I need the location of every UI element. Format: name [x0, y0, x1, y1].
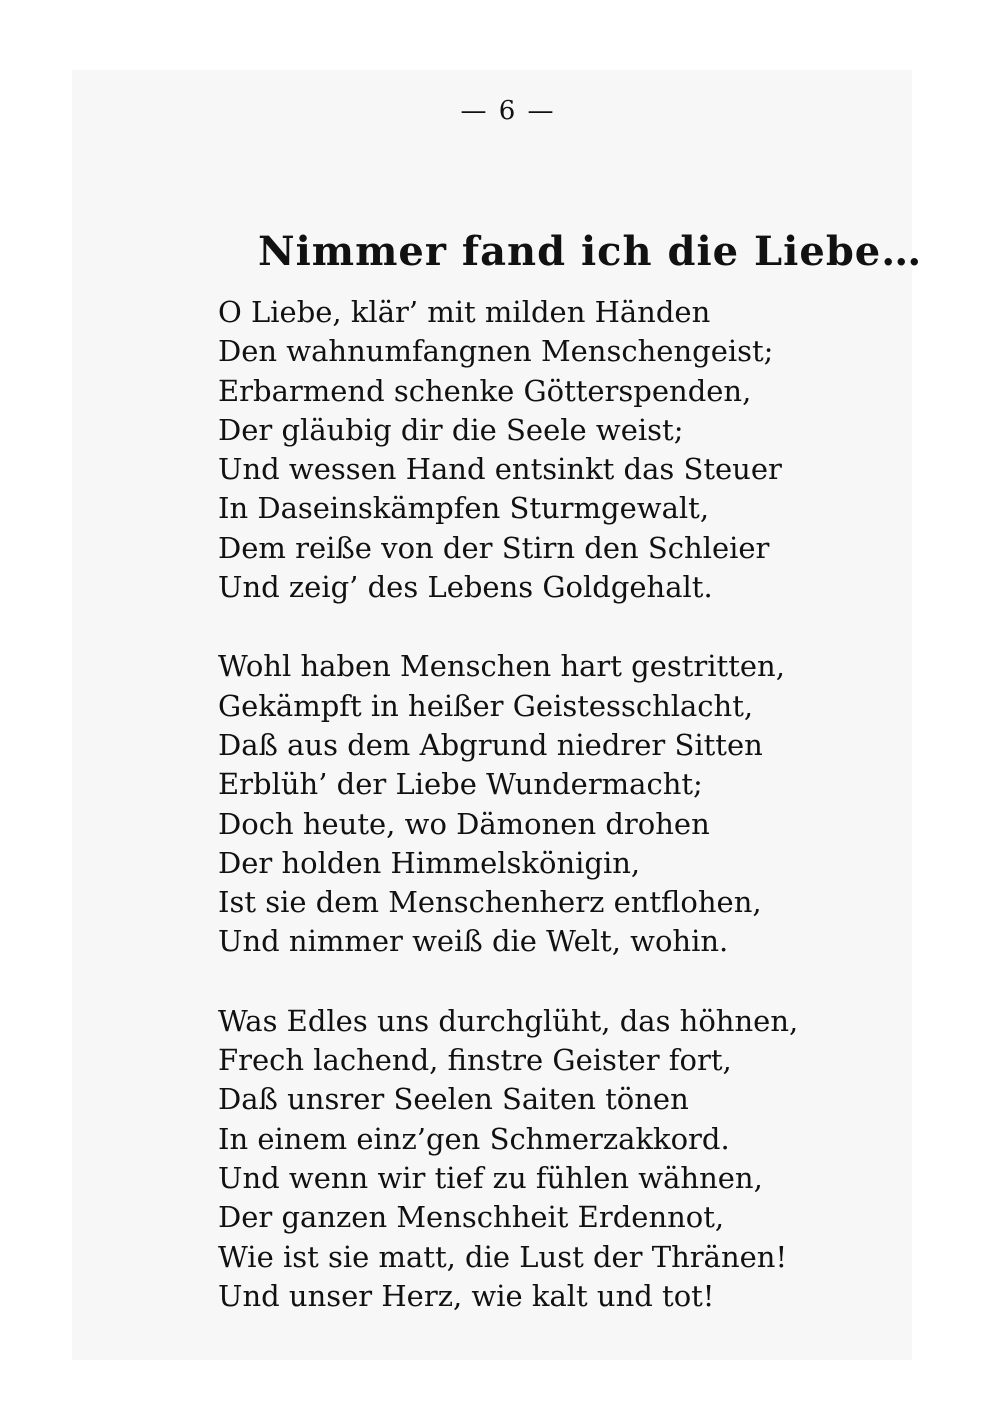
- stanza-3: [218, 1002, 818, 1316]
- poem-line: Und nimmer weiß die Welt, wohin.: [218, 924, 729, 959]
- poem-line: Daß aus dem Abgrund niedrer Sitten: [218, 727, 763, 762]
- poem-line: Den wahnumfangnen Menschengeist;: [218, 334, 774, 369]
- poem-line: Daß unsrer Seelen Saiten tönen: [218, 1082, 689, 1117]
- poem-body: [218, 293, 818, 1356]
- page-number: — 6 —: [460, 96, 556, 126]
- poem-line: Ist sie dem Menschenherz entflohen,: [218, 885, 762, 920]
- poem-line: Frech lachend, finstre Geister fort,: [218, 1043, 732, 1078]
- poem-line: Wie ist sie matt, die Lust der Thränen!: [218, 1239, 788, 1274]
- poem-title: Nimmer fand ich die Liebe…: [258, 228, 923, 275]
- poem-line: Der holden Himmelskönigin,: [218, 845, 641, 880]
- poem-line: O Liebe, klär’ mit milden Händen: [218, 295, 711, 329]
- poem-line: Doch heute, wo Dämonen drohen: [218, 806, 710, 841]
- poem-line: Erblüh’ der Liebe Wundermacht;: [218, 767, 703, 802]
- poem-line: Und zeig’ des Lebens Goldgehalt.: [218, 570, 713, 605]
- poem-line: In einem einz’gen Schmerzakkord.: [218, 1121, 730, 1156]
- poem-line: Und wenn wir tief zu fühlen wähnen,: [218, 1160, 763, 1195]
- poem-line: Der ganzen Menschheit Erdennot,: [218, 1200, 725, 1235]
- poem-line: Wohl haben Menschen hart gestritten,: [218, 649, 785, 684]
- stanza-2: [218, 647, 818, 961]
- poem-line: Und unser Herz, wie kalt und tot!: [218, 1278, 715, 1313]
- poem-line: Gekämpft in heißer Geistesschlacht,: [218, 688, 754, 723]
- poem-line: Der gläubig dir die Seele weist;: [218, 412, 684, 447]
- poem-line: Was Edles uns durchglüht, das höhnen,: [218, 1003, 799, 1038]
- poem-line: Erbarmend schenke Götterspenden,: [218, 373, 752, 408]
- poem-line: In Daseinskämpfen Sturmgewalt,: [218, 491, 710, 526]
- stanza-1: [218, 293, 818, 607]
- poem-line: Und wessen Hand entsinkt das Steuer: [218, 452, 782, 487]
- poem-line: Dem reiße von der Stirn den Schleier: [218, 530, 770, 565]
